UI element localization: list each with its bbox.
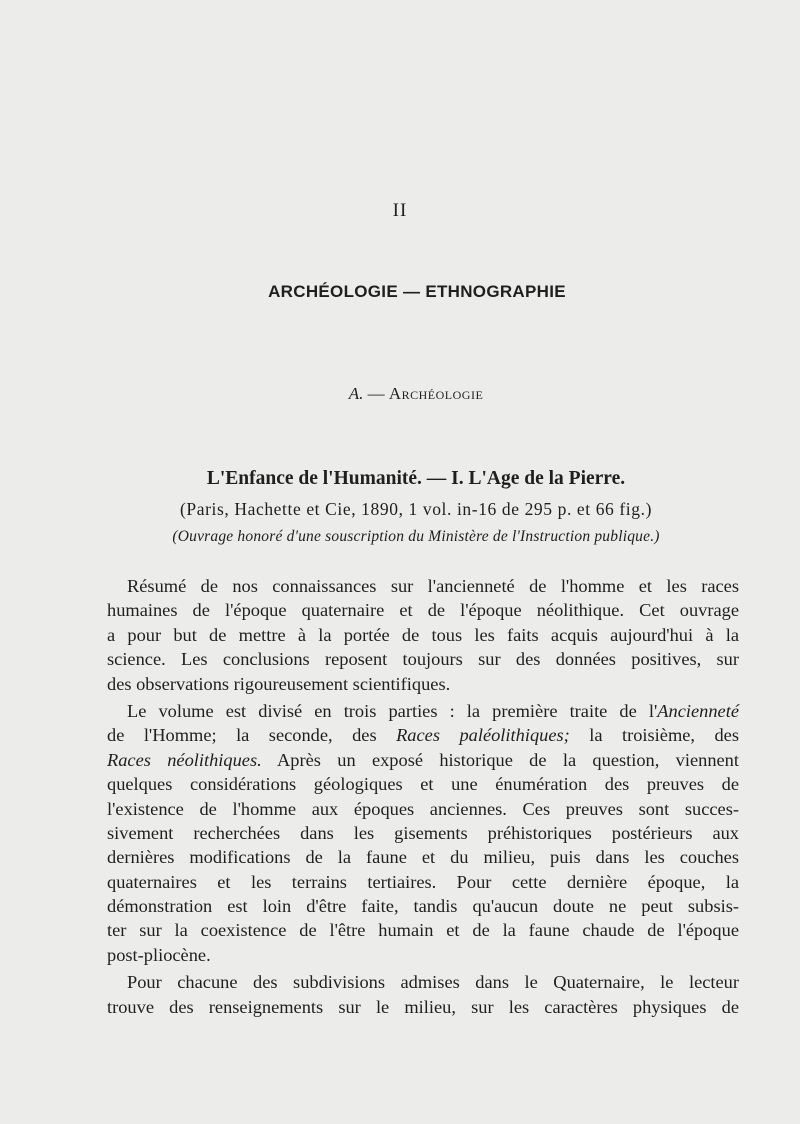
paragraph-1 bbox=[107, 574, 739, 696]
book-details: (Paris, Hachette et Cie, 1890, 1 vol. in-16 de 295 p. et 66 fig.) bbox=[179, 499, 653, 519]
text-line: sivement recherchées dans les gisements préhistoriques postérieurs aux bbox=[107, 822, 739, 843]
text-line bbox=[107, 723, 739, 747]
subsection-heading bbox=[16, 384, 800, 404]
book-title: L'Enfance de l'Humanité. — I. L'Age de la Pierre. bbox=[206, 468, 626, 489]
italic-run: Races paléolithiques; bbox=[396, 725, 570, 746]
text-line: Résumé de nos connaissances sur l'ancienneté de l'homme et les races bbox=[127, 576, 739, 596]
text-line: démonstration est loin d'être faite, tandis qu'aucun doute ne peut subsis- bbox=[107, 896, 739, 917]
text-line: quaternaires et les terrains tertiaires. Pour cette dernière époque, la bbox=[107, 871, 739, 892]
subsection-letter: A. bbox=[348, 384, 364, 403]
text-line bbox=[107, 699, 739, 723]
body-text bbox=[107, 574, 739, 1019]
text-run: Après un exposé historique de la question, viennent bbox=[261, 749, 739, 770]
text-line: Pour chacune des subdivisions admises dans le Quaternaire, le lecteur bbox=[127, 972, 739, 993]
text-line: dernières modifications de la faune et du milieu, puis dans les couches bbox=[107, 847, 739, 868]
text-line: a pour but de mettre à la portée de tous les faits acquis aujourd'hui à la bbox=[107, 624, 739, 645]
italic-run: Ancienneté bbox=[657, 700, 739, 721]
paragraph-3 bbox=[107, 970, 739, 1019]
text-line: science. Les conclusions reposent toujours sur des données positives, sur bbox=[107, 649, 739, 670]
paragraph-2 bbox=[107, 699, 739, 967]
italic-run: Races néolithiques. bbox=[107, 749, 262, 770]
text-run: de l'Homme; la seconde, des bbox=[107, 725, 397, 746]
section-heading: ARCHÉOLOGIE — ETHNOGRAPHIE bbox=[268, 282, 566, 301]
text-line: ter sur la coexistence de l'être humain et de la faune chaude de l'époque bbox=[107, 920, 739, 941]
text-run: la troisième, des bbox=[569, 725, 739, 746]
chapter-numeral: II bbox=[392, 200, 408, 221]
text-line: quelques considérations géologiques et une énumération des preuves de bbox=[107, 774, 739, 795]
book-note: (Ouvrage honoré d'une souscription du Ministère de l'Instruction publique.) bbox=[172, 528, 660, 545]
subsection-dash: — bbox=[363, 384, 389, 403]
text-line: post-pliocène. bbox=[107, 944, 211, 965]
text-line: humaines de l'époque quaternaire et de l'époque néolithique. Cet ouvrage bbox=[107, 600, 739, 621]
text-line: trouve des renseignements sur le milieu, sur les caractères physiques de bbox=[107, 996, 739, 1017]
text-line bbox=[107, 748, 739, 772]
text-line: l'existence de l'homme aux époques anciennes. Ces preuves sont succes- bbox=[107, 798, 739, 819]
text-line: des observations rigoureusement scientifiques. bbox=[107, 673, 451, 694]
subsection-title: Archéologie bbox=[388, 384, 484, 403]
text-run: Le volume est divisé en trois parties : la première traite de l' bbox=[127, 700, 658, 721]
